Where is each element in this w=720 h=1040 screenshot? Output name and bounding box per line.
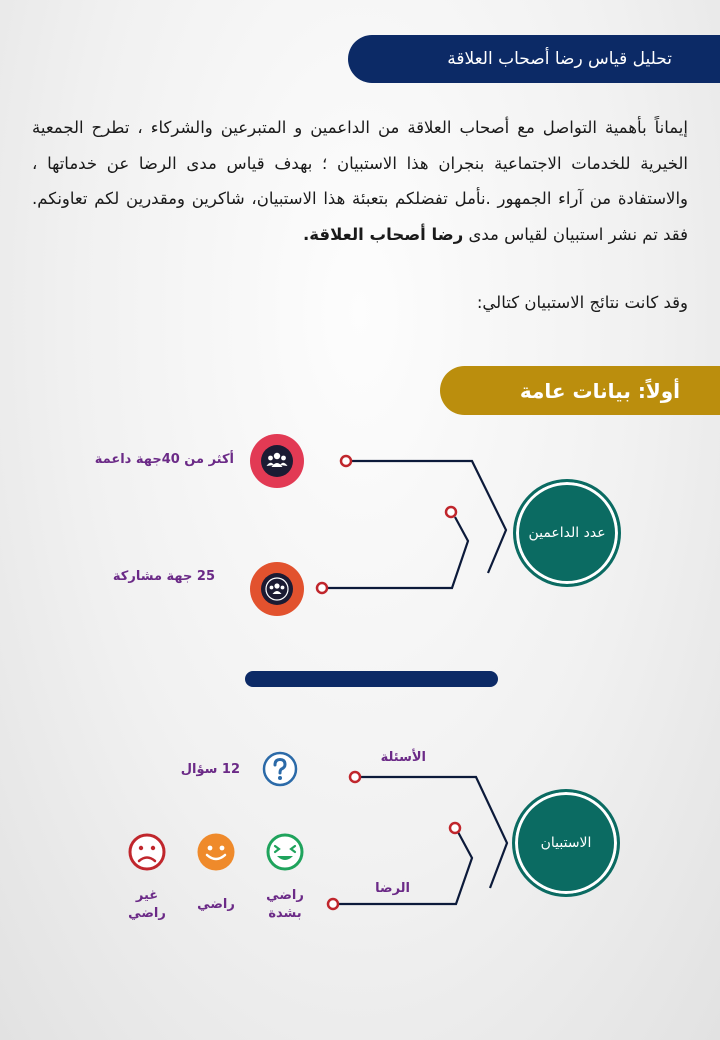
not-satisfied-label: غير راضي — [128, 888, 166, 921]
survey-circle — [512, 789, 620, 897]
satisfaction-label: الرضا — [375, 881, 410, 896]
sad-face-icon — [127, 832, 167, 872]
connector-line-questions — [361, 777, 507, 888]
questions-count-text: 12 سؤال — [180, 762, 240, 777]
intro-text: إيماناً بأهمية التواصل مع أصحاب العلاقة من الداعمين و المتبرعين والشركاء ، تطرح الجمعية الخيرية للخدمات الاجتماعية بنجران هذا الاستبيان ؛ بهدف قياس مدى الرضا عن خدماتها ، والاستفادة من آراء الجمهور .نأمل تفضلكم بتعبئة هذا الاستبيان، شاكرين ومقدرين لكم تعاونكم. فقد تم نشر استبيان لقياس مدى — [32, 118, 688, 244]
survey-circle-label: الاستبيان — [540, 835, 592, 851]
intro-bold-text: رضا أصحاب العلاقة. — [303, 224, 464, 244]
connector-dot — [350, 772, 360, 782]
page-title: تحليل قياس رضا أصحاب العلاقة — [447, 49, 672, 69]
section-title: أولاً: بيانات عامة — [519, 378, 680, 403]
question-mark-icon — [262, 751, 298, 787]
participants-count-text: 25 جهة مشاركة — [112, 569, 215, 584]
satisfied-label: راضي — [197, 897, 235, 912]
supporters-circle-label: عدد الداعمين — [528, 525, 606, 541]
results-intro-line: وقد كانت نتائج الاستبيان كتالي: — [476, 293, 688, 312]
supporters-count-text: أكثر من 40جهة داعمة — [94, 452, 234, 467]
very-happy-face-icon — [265, 832, 305, 872]
happy-face-icon — [196, 832, 236, 872]
connector-dot — [450, 823, 460, 833]
connector-dot — [328, 899, 338, 909]
questions-label: الأسئلة — [380, 750, 426, 765]
very-satisfied-label: راضي بشدة — [266, 888, 304, 921]
